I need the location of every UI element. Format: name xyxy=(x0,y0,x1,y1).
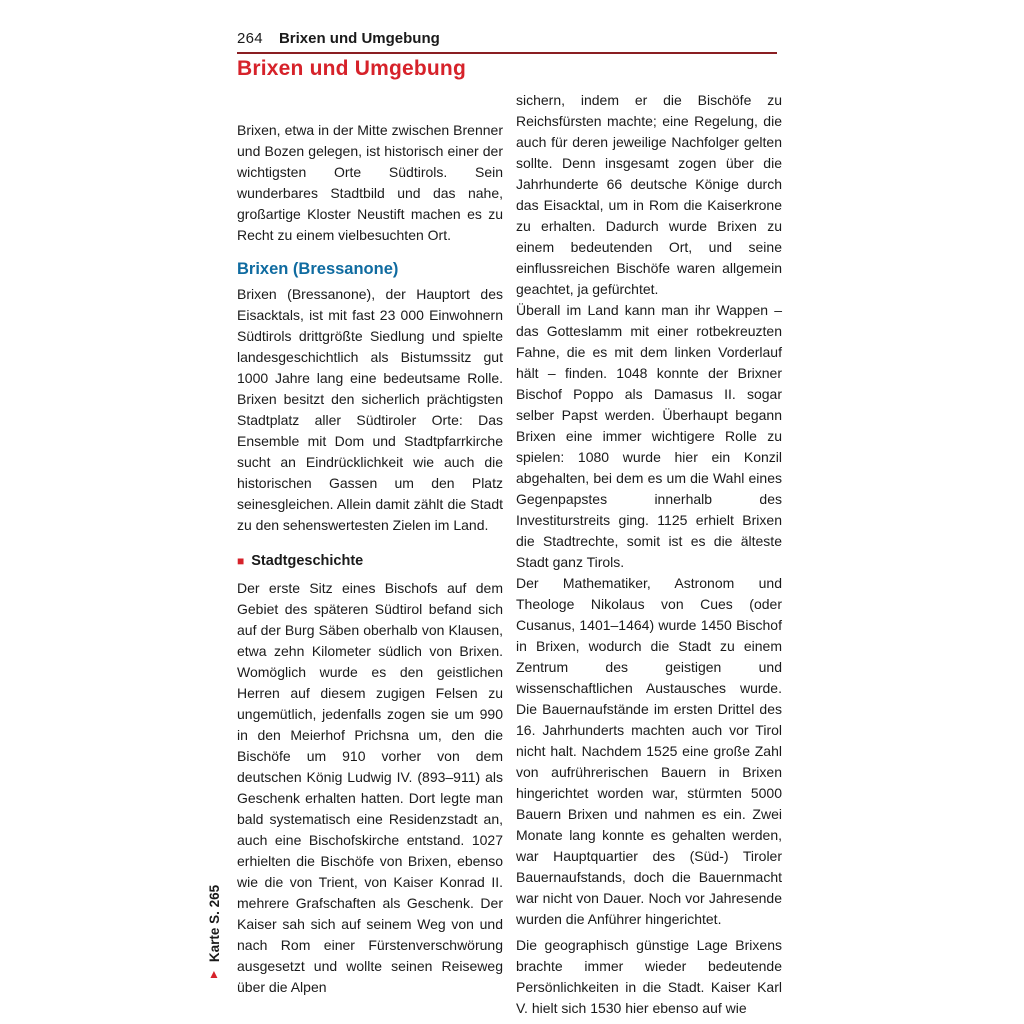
right-column xyxy=(516,90,782,1019)
intro-paragraph: Brixen, etwa in der Mitte zwischen Brenner und Bozen gelegen, ist historisch einer der wichtigsten Orte Südtirols. Sein wunderbares Stadtbild und das nahe, großartige Kloster Neustift machen es zu Recht zu einem vielbesuchten Ort. xyxy=(237,122,503,243)
running-head xyxy=(237,30,777,47)
right-column-paragraph: sichern, indem er die Bischöfe zu Reichsfürsten machte; eine Regelung, die auch für deren jeweilige Nachfolger gelten sollte. Denn insgesamt zogen über die Jahrhunderte 66 deutsche Könige durch das Eisacktal, um in Rom die Kaiserkrone zu erhalten. Dadurch wurde Brixen zu einem bedeutenden Ort, und seine einflussreichen Bischöfe waren allgemein geachtet, ja gefürchtet. xyxy=(516,92,782,297)
header-rule xyxy=(237,52,777,54)
page-number: 264 xyxy=(237,30,263,47)
brixen-overview-paragraph: Brixen (Bressanone), der Hauptort des Eisacktals, ist mit fast 23 000 Einwohnern Südtirols drittgrößte Siedlung und spielte landesgeschichtlich als Bistumssitz gut 1000 Jahre lang eine bedeutsame Rolle. Brixen besitzt den sicherlich prächtigsten Stadtplatz aller Südtiroler Orte: Das Ensemble mit Dom und Stadtpfarrkirche sucht an Eindrücklichkeit wie auch die historischen Gassen um den Platz seinesgleichen. Allein damit zählt die Stadt zu den sehenswertesten Zielen im Land. xyxy=(237,286,503,533)
page-header xyxy=(237,30,777,54)
header-section-title: Brixen und Umgebung xyxy=(278,30,440,47)
map-reference-label: Karte S. 265 xyxy=(206,884,222,963)
section-heading-stadtgeschichte xyxy=(237,551,503,572)
subheading-brixen-bressanone: Brixen (Bressanone) xyxy=(237,260,399,278)
left-column xyxy=(237,120,503,998)
stadtgeschichte-paragraph: Der erste Sitz eines Bischofs auf dem Gebiet des späteren Südtirol befand sich auf der Burg Säben oberhalb von Klausen, etwa zehn Kilometer südlich von Brixen. Womöglich wurde es den geistlichen Herren auf diesem zugigen Felsen zu ungemütlich, jedenfalls zogen sie um 990 in den Meierhof Prichsna um, den die Bischöfe um 910 vorher von dem deutschen König Ludwig IV. (893–911) als Geschenk erhalten hatten. Dort legte man bald systematisch eine Residenzstadt an, auch eine Bischofskirche entstand. 1027 erhielten die Bischöfe von Brixen, ebenso wie die von Trient, von Kaiser Konrad II. mehrere Grafschaften als Geschenk. Der Kaiser sah sich auf seinem Weg von und nach Rom einer Fürstenverschwörung ausgesetzt und wollte seinen Reiseweg über die Alpen xyxy=(237,580,503,995)
map-reference-triangle-icon: ▲ xyxy=(208,967,220,982)
map-reference-note xyxy=(205,850,223,980)
right-column-paragraph: Der Mathematiker, Astronom und Theologe Nikolaus von Cues (oder Cusanus, 1401–1464) wurde 1450 Bischof in Brixen, wodurch die Stadt zu einem Zentrum des geistigen und wissenschaftlichen Austausches wurde. Die Bauernaufstände im ersten Drittel des 16. Jahrhunderts machten auch vor Tirol nicht halt. Nachdem 1525 eine große Zahl von aufrührerischen Bauern in Brixen hingerichtet worden war, stürmten 5000 Bauern Brixen und nahmen es ein. Zwei Monate lang konnte es gehalten werden, war Hauptquartier des (Süd-) Tiroler Bauernaufstands, doch die Bauernmacht war nicht von Dauer. Noch vor Jahresende wurden die Anführer hingerichtet. xyxy=(516,575,782,927)
page-title: Brixen und Umgebung xyxy=(237,57,466,80)
section-heading-label: Stadtgeschichte xyxy=(251,553,364,569)
right-column-paragraph: Die geographisch günstige Lage Brixens brachte immer wieder bedeutende Persönlichkeiten in die Stadt. Kaiser Karl V. hielt sich 1530 hier ebenso auf wie xyxy=(516,937,782,1016)
section-bullet-icon: ■ xyxy=(237,553,245,568)
right-column-paragraph: Überall im Land kann man ihr Wappen – das Gotteslamm mit einer rotbekreuzten Fahne, die es mit dem linken Vorderlauf hält – finden. 1048 konnte der Brixner Bischof Poppo als Damasus II. sogar selber Papst werden. Überhaupt begann Brixen eine immer wichtigere Rolle zu spielen: 1080 wurde hier ein Konzil abgehalten, bei dem es um die Wahl eines Gegenpapstes innerhalb des Investiturstreits ging. 1125 erhielt Brixen die Stadtrechte, somit ist es die älteste Stadt ganz Tirols. xyxy=(516,302,782,570)
